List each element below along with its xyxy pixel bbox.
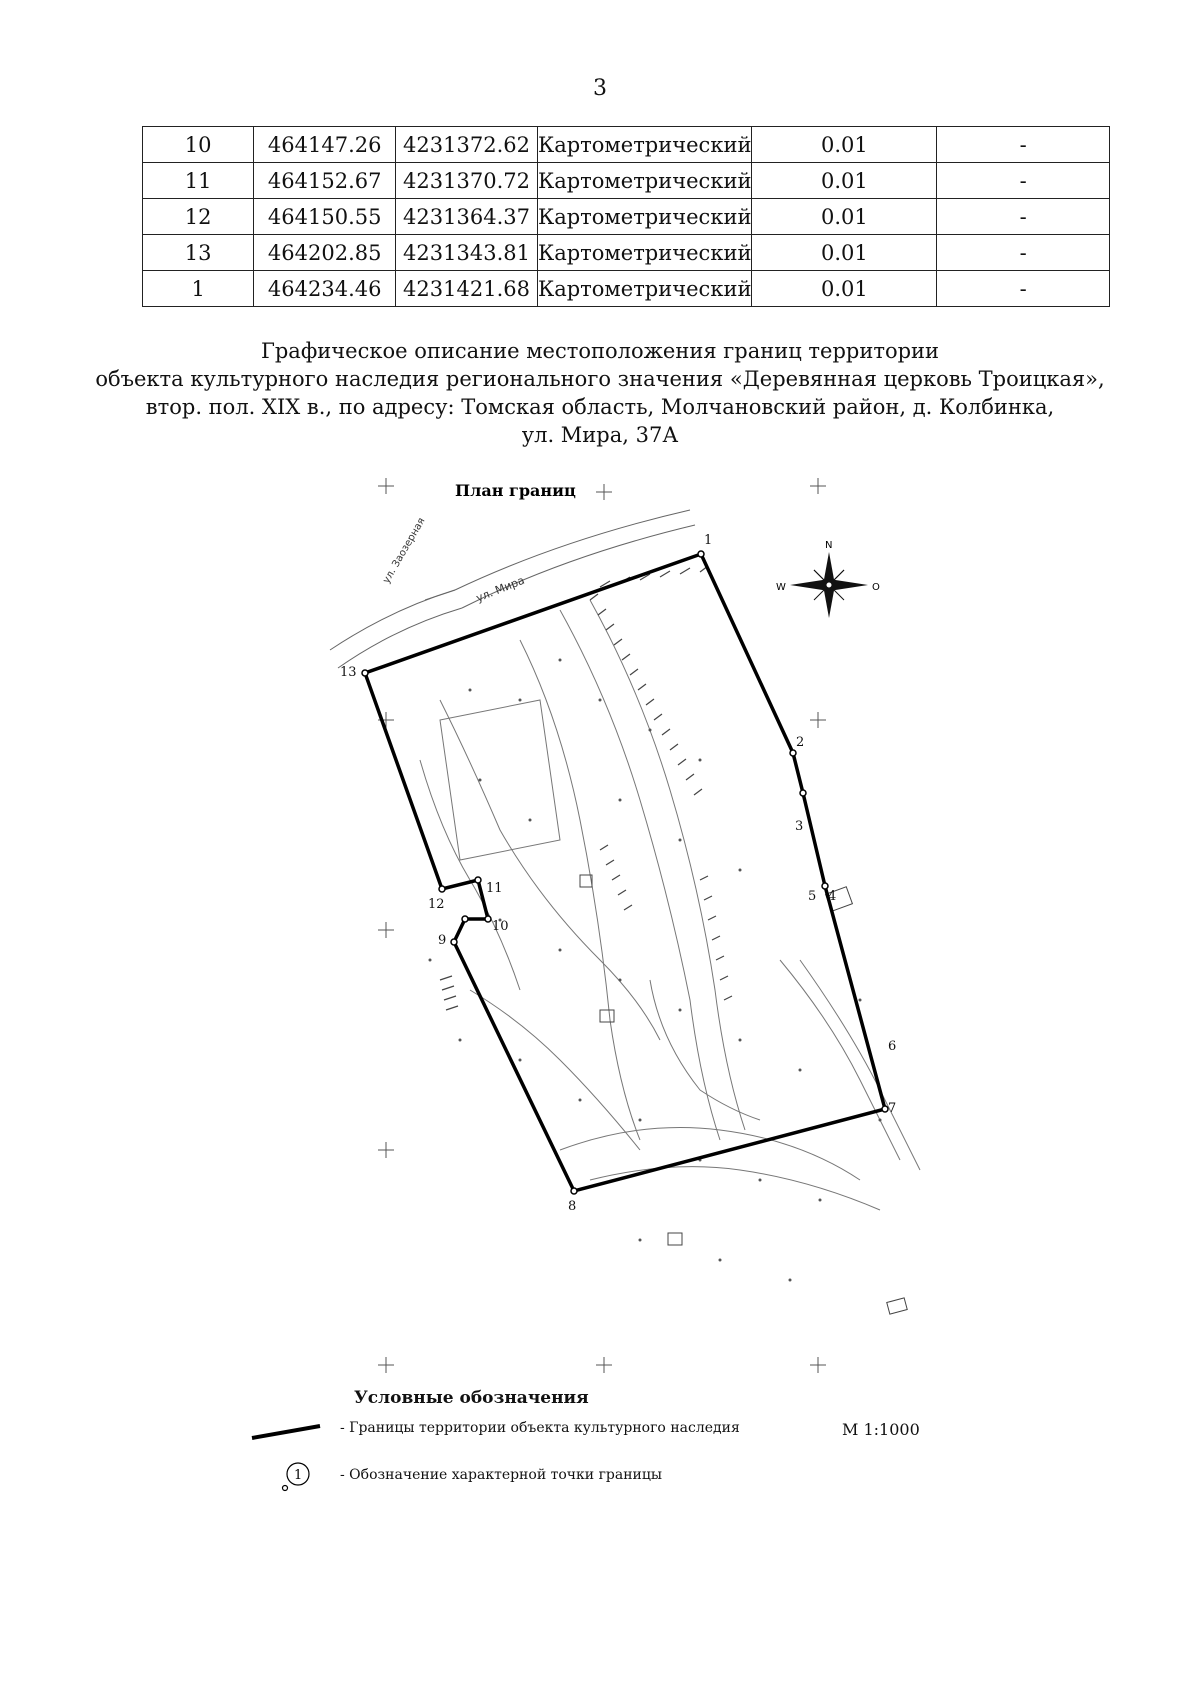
buildings [580, 875, 907, 1314]
table-row [143, 271, 1110, 307]
table-cell: 1 [143, 271, 254, 307]
legend-point-dot-icon [283, 1486, 288, 1491]
table-cell: 4231343.81 [396, 235, 538, 271]
coordinates-table [142, 126, 1110, 307]
point-label-12: 12 [428, 897, 445, 912]
table-cell: 464147.26 [254, 127, 396, 163]
table-cell: 12 [143, 199, 254, 235]
table-row [143, 235, 1110, 271]
table-cell: - [937, 163, 1110, 199]
table-cell: Картометрический [537, 235, 752, 271]
caption-line-1: Графическое описание местоположения границ территории [260, 339, 940, 363]
table-cell: 4231364.37 [396, 199, 538, 235]
table-cell: 4231370.72 [396, 163, 538, 199]
point-label-4: 4 [828, 889, 837, 904]
table-cell: 464152.67 [254, 163, 396, 199]
table-cell: 10 [143, 127, 254, 163]
table-row [143, 163, 1110, 199]
point-label-10: 10 [492, 919, 509, 934]
table-cell: 13 [143, 235, 254, 271]
table-cell: 0.01 [752, 127, 937, 163]
legend-title: Условные обозначения [354, 1388, 589, 1408]
table-cell: 4231372.62 [396, 127, 538, 163]
table-cell: - [937, 199, 1110, 235]
point-label-6: 6 [888, 1039, 897, 1054]
caption-line-4: ул. Мира, 37А [521, 423, 679, 447]
point-label-7: 7 [888, 1101, 897, 1116]
point-label-1: 1 [704, 533, 713, 548]
table-cell: 0.01 [752, 271, 937, 307]
table-cell: Картометрический [537, 199, 752, 235]
table-cell: 0.01 [752, 163, 937, 199]
table-cell: 464234.46 [254, 271, 396, 307]
caption-line-2: объекта культурного наследия регионального значения «Деревянная церковь Троицкая», [95, 367, 1105, 391]
caption-line-3: втор. пол. XIX в., по адресу: Томская область, Молчановский район, д. Колбинка, [145, 395, 1055, 419]
point-label-3: 3 [795, 819, 804, 834]
point-label-11: 11 [486, 881, 503, 896]
map-title: План границ [455, 481, 576, 500]
street-label-zaozernaya: ул. Заозерная [381, 516, 428, 586]
street-label-mira: ул. Мира [474, 573, 527, 605]
table-cell: - [937, 127, 1110, 163]
legend-point-label: - Обозначение характерной точки границы [340, 1467, 663, 1483]
legend-line-label: - Границы территории объекта культурного наследия [340, 1420, 740, 1436]
map-caption [0, 337, 1200, 449]
compass-east: O [872, 582, 880, 593]
table-row [143, 127, 1110, 163]
table-cell: - [937, 271, 1110, 307]
table-cell: 464150.55 [254, 199, 396, 235]
compass-north: N [825, 540, 833, 551]
table-cell: 464202.85 [254, 235, 396, 271]
compass-west: W [776, 582, 786, 593]
point-label-5: 5 [808, 889, 817, 904]
point-label-2: 2 [796, 735, 805, 750]
legend-point-number: 1 [294, 1468, 303, 1483]
table-cell: 11 [143, 163, 254, 199]
table-cell: Картометрический [537, 127, 752, 163]
table-cell: - [937, 235, 1110, 271]
table-cell: Картометрический [537, 163, 752, 199]
map-scale: М 1:1000 [842, 1420, 920, 1439]
compass-rose-icon [776, 540, 880, 618]
table-cell: Картометрический [537, 271, 752, 307]
legend-boundary-line-icon [252, 1426, 320, 1438]
table-row [143, 199, 1110, 235]
table-cell: 0.01 [752, 235, 937, 271]
page-number: 3 [593, 76, 607, 101]
table-cell: 4231421.68 [396, 271, 538, 307]
table-cell: 0.01 [752, 199, 937, 235]
point-label-13: 13 [340, 665, 357, 680]
elevation-marks [429, 659, 882, 1282]
point-label-8: 8 [568, 1199, 577, 1214]
point-label-9: 9 [438, 933, 447, 948]
